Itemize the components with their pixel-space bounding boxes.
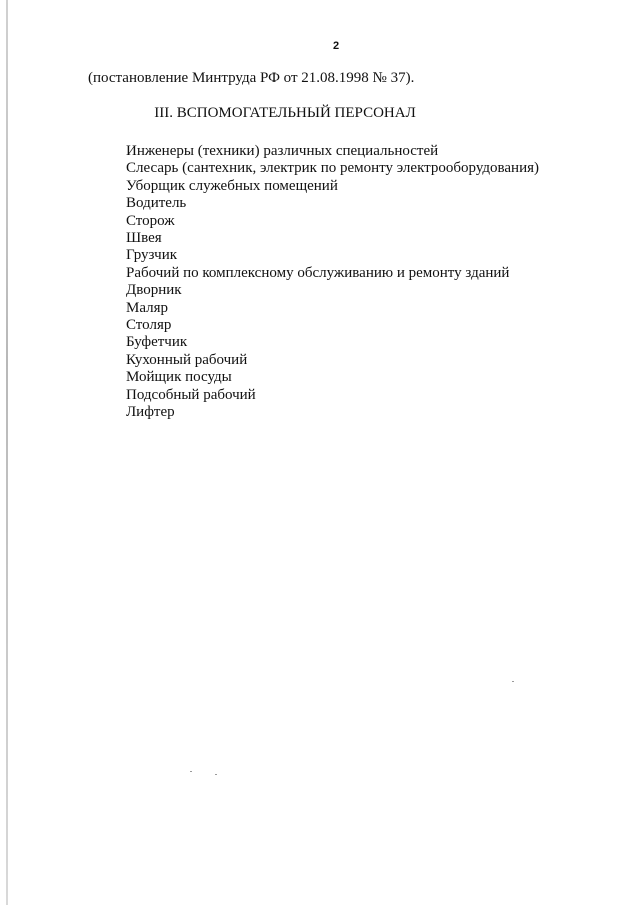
staff-item: Кухонный рабочий (126, 351, 248, 368)
staff-item: Инженеры (техники) различных специальностей (126, 143, 439, 159)
staff-item: Сторож (126, 212, 175, 229)
staff-item: Столяр (126, 317, 172, 334)
staff-item: Буфетчик (126, 334, 188, 351)
intro-line: (постановление Минтруда РФ от 21.08.1998 № 37). (88, 70, 415, 86)
staff-item: Подсобный рабочий (126, 386, 256, 403)
staff-item: Лифтер (126, 404, 175, 421)
staff-item: Слесарь (сантехник, электрик по ремонту электрооборудования) (126, 160, 540, 177)
staff-item: Водитель (126, 195, 187, 212)
staff-list (126, 143, 539, 422)
section-title: III. ВСПОМОГАТЕЛЬНЫЙ ПЕРСОНАЛ (154, 105, 416, 121)
staff-item: Грузчик (126, 247, 178, 264)
staff-item: Маляр (126, 299, 169, 316)
staff-item: Мойщик посуды (126, 369, 232, 386)
staff-item: Уборщик служебных помещений (126, 177, 338, 194)
staff-item: Рабочий по комплексному обслуживанию и ремонту зданий (126, 264, 510, 281)
scan-speck (190, 771, 192, 772)
scan-edge (6, 0, 8, 905)
scan-speck (215, 774, 217, 775)
page-number: 2 (332, 40, 340, 52)
scan-speck (512, 681, 514, 682)
staff-item: Швея (126, 230, 162, 247)
staff-item: Дворник (126, 282, 182, 299)
